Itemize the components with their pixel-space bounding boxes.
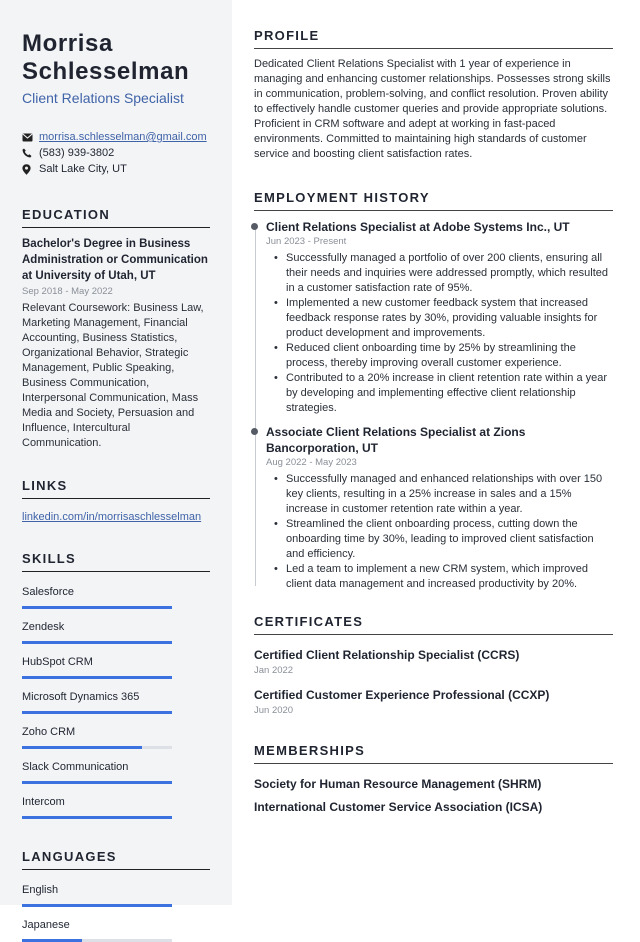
skill-name: Zendesk bbox=[22, 621, 65, 633]
job-role: Client Relations Specialist bbox=[22, 90, 184, 106]
profile-heading: PROFILE bbox=[254, 28, 613, 49]
education-degree: Bachelor's Degree in Business Administration or Communication at University of Utah, UT bbox=[22, 238, 208, 282]
skills-section bbox=[22, 551, 210, 819]
job-bullets bbox=[266, 251, 613, 416]
language-level-bar bbox=[22, 904, 172, 907]
links-section bbox=[22, 478, 210, 523]
skill-item bbox=[22, 691, 210, 714]
memberships-list bbox=[254, 776, 613, 815]
skill-level-fill bbox=[22, 816, 172, 819]
membership-item: Society for Human Resource Management (SHRM) bbox=[254, 777, 542, 791]
timeline-dot bbox=[251, 223, 258, 230]
skill-level-fill bbox=[22, 676, 172, 679]
language-name: Japanese bbox=[22, 919, 70, 931]
skill-name: Slack Communication bbox=[22, 761, 129, 773]
memberships-heading: MEMBERSHIPS bbox=[254, 743, 613, 764]
certificate-title: Certified Client Relationship Specialist (CCRS) bbox=[254, 648, 520, 662]
skill-name: Microsoft Dynamics 365 bbox=[22, 691, 140, 703]
employment-section bbox=[254, 190, 613, 592]
skill-name: Salesforce bbox=[22, 586, 74, 598]
skill-name: Intercom bbox=[22, 796, 65, 808]
education-dates: Sep 2018 - May 2022 bbox=[22, 286, 113, 297]
job-bullets bbox=[266, 472, 613, 592]
linkedin-link[interactable]: linkedin.com/in/morrisaschlesselman bbox=[22, 511, 202, 523]
membership-item: International Customer Service Association (ICSA) bbox=[254, 800, 543, 814]
phone-text: (583) 939-3802 bbox=[39, 147, 115, 159]
location-text: Salt Lake City, UT bbox=[39, 163, 127, 175]
email-link[interactable]: morrisa.schlesselman@gmail.com bbox=[39, 131, 207, 143]
main-content bbox=[232, 0, 640, 905]
contact-list bbox=[22, 129, 210, 177]
language-name: English bbox=[22, 884, 59, 896]
skill-level-bar bbox=[22, 711, 172, 714]
job-dates: Jun 2023 - Present bbox=[266, 236, 347, 247]
skill-level-fill bbox=[22, 641, 172, 644]
education-coursework: Relevant Coursework: Business Law, Marketing Management, Financial Accounting, Business Statistics, Organizational Behavior, Strategic Management, Public Speaking, Business Communication, Interpersonal Communication, Mass Media and Society, Persuasion and Influence, Intercultural Communication. bbox=[22, 302, 204, 449]
skills-heading: SKILLS bbox=[22, 551, 210, 572]
skill-level-bar bbox=[22, 641, 172, 644]
skill-item bbox=[22, 761, 210, 784]
timeline-dot bbox=[251, 428, 258, 435]
candidate-name bbox=[22, 30, 210, 86]
timeline-line bbox=[255, 229, 256, 586]
skill-name: HubSpot CRM bbox=[22, 656, 93, 668]
languages-list bbox=[22, 884, 210, 942]
certificate-item bbox=[254, 687, 613, 717]
job-bullet: • Streamlined the client onboarding process, cutting down the onboarding time by 30%, leading to improved client satisfaction and efficiency. bbox=[286, 517, 613, 562]
employment-heading: EMPLOYMENT HISTORY bbox=[254, 190, 613, 211]
job-dates: Aug 2022 - May 2023 bbox=[266, 457, 357, 468]
skills-list bbox=[22, 586, 210, 819]
skill-level-fill bbox=[22, 606, 172, 609]
language-item bbox=[22, 884, 210, 907]
certificates-list bbox=[254, 647, 613, 717]
skill-level-bar bbox=[22, 606, 172, 609]
employment-timeline bbox=[254, 219, 613, 592]
links-heading: LINKS bbox=[22, 478, 210, 499]
envelope-icon bbox=[22, 133, 39, 142]
skill-name: Zoho CRM bbox=[22, 726, 76, 738]
skill-level-bar bbox=[22, 676, 172, 679]
job-bullet: • Reduced client onboarding time by 25% by streamlining the process, thereby improving overall customer experience. bbox=[286, 341, 613, 371]
certificate-item bbox=[254, 647, 613, 677]
job-entry bbox=[266, 219, 613, 416]
job-bullet: • Successfully managed and enhanced relationships with over 150 key clients, resulting in a 25% increase in sales and a 15% increase in customer retention rate within a year. bbox=[286, 472, 613, 517]
name-first: Morrisa bbox=[22, 30, 113, 57]
name-last: Schlesselman bbox=[22, 58, 190, 85]
map-pin-icon bbox=[22, 164, 39, 175]
skill-level-fill bbox=[22, 746, 142, 749]
languages-section bbox=[22, 849, 210, 942]
skill-item bbox=[22, 726, 210, 749]
skill-item bbox=[22, 621, 210, 644]
language-item bbox=[22, 919, 210, 942]
job-title: Associate Client Relations Specialist at Zions Bancorporation, UT bbox=[266, 425, 526, 455]
job-entry bbox=[266, 424, 613, 592]
contact-email bbox=[22, 129, 210, 145]
skill-level-bar bbox=[22, 781, 172, 784]
certificates-section bbox=[254, 614, 613, 717]
job-bullet: • Successfully managed a portfolio of over 200 clients, ensuring all their needs and inquiries were addressed promptly, which resulted in a customer satisfaction rate of 95%. bbox=[286, 251, 613, 296]
certificate-date: Jun 2020 bbox=[254, 705, 294, 716]
languages-heading: LANGUAGES bbox=[22, 849, 210, 870]
contact-phone bbox=[22, 145, 210, 161]
job-bullet: • Led a team to implement a new CRM system, which improved client data management and increased productivity by 20%. bbox=[286, 562, 613, 592]
skill-level-bar bbox=[22, 816, 172, 819]
skill-level-fill bbox=[22, 781, 172, 784]
job-bullet: • Implemented a new customer feedback system that increased feedback response rates by 30%, providing valuable insights for product development and improvements. bbox=[286, 296, 613, 341]
sidebar bbox=[0, 0, 232, 931]
education-heading: EDUCATION bbox=[22, 207, 210, 228]
memberships-section bbox=[254, 743, 613, 815]
skill-level-bar bbox=[22, 746, 172, 749]
jobs-list bbox=[266, 219, 613, 592]
skill-item bbox=[22, 796, 210, 819]
skill-item bbox=[22, 586, 210, 609]
certificate-title: Certified Customer Experience Professional (CCXP) bbox=[254, 688, 550, 702]
skill-item bbox=[22, 656, 210, 679]
skill-level-fill bbox=[22, 711, 172, 714]
job-bullet: • Contributed to a 20% increase in client retention rate within a year by developing and implementing effective client relationship strategies. bbox=[286, 371, 613, 416]
profile-section bbox=[254, 28, 613, 162]
job-title: Client Relations Specialist at Adobe Systems Inc., UT bbox=[266, 220, 570, 234]
profile-text: Dedicated Client Relations Specialist with 1 year of experience in managing and enhancing customer relationships. Possesses strong skills in communication, problem-solving, and conflict resolution. Proven ability to effectively handle customer queries and provide appropriate solutions. Proficient in CRM software and adept at working in fast-paced environments. Committed to maintaining high standards of customer service and boosting client satisfaction rates. bbox=[254, 58, 611, 160]
contact-location bbox=[22, 161, 210, 177]
phone-icon bbox=[22, 148, 39, 158]
education-section bbox=[22, 207, 210, 451]
certificate-date: Jan 2022 bbox=[254, 665, 294, 676]
language-level-fill bbox=[22, 904, 172, 907]
certificates-heading: CERTIFICATES bbox=[254, 614, 613, 635]
